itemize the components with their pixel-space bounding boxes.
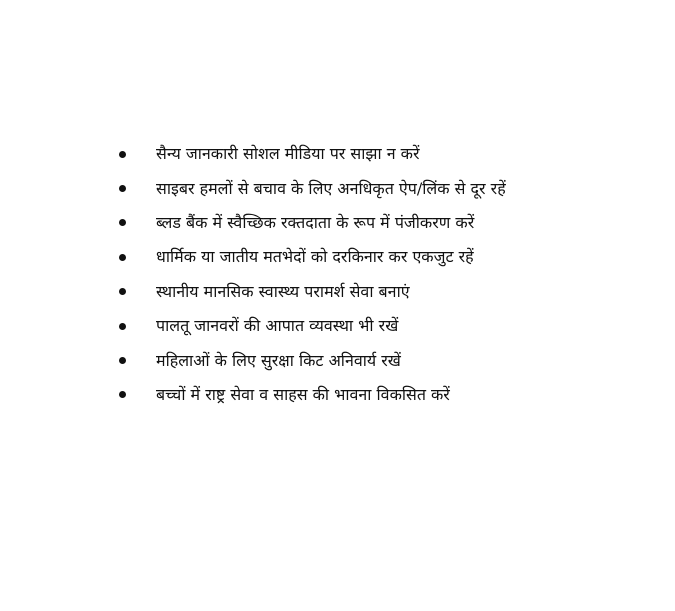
list-item-text: पालतू जानवरों की आपात व्यवस्था भी रखें (156, 316, 399, 336)
bullet-icon (119, 323, 126, 330)
list-item (116, 343, 636, 377)
list-item (116, 275, 636, 309)
list-item-text: साइबर हमलों से बचाव के लिए अनधिकृत ऐप/लिंक से दूर रहें (156, 178, 506, 198)
bullet-icon (119, 288, 126, 295)
bullet-icon (119, 391, 126, 398)
list-item (116, 240, 636, 274)
list-item-text: बच्चों में राष्ट्र सेवा व साहस की भावना विकसित करें (156, 384, 450, 404)
list-item-text: धार्मिक या जातीय मतभेदों को दरकिनार कर एकजुट रहें (156, 247, 474, 267)
bullet-icon (119, 151, 126, 158)
list-item (116, 137, 636, 171)
bullet-icon (119, 254, 126, 261)
bullet-icon (119, 219, 126, 226)
bullet-icon (119, 357, 126, 364)
list-item (116, 309, 636, 343)
list-item-text: महिलाओं के लिए सुरक्षा किट अनिवार्य रखें (156, 350, 401, 370)
bullet-icon (119, 185, 126, 192)
list-item-text: स्थानीय मानसिक स्वास्थ्य परामर्श सेवा बनाएं (156, 281, 410, 301)
list-item (116, 171, 636, 205)
list-item-text: ब्लड बैंक में स्वैच्छिक रक्तदाता के रूप में पंजीकरण करें (156, 212, 475, 232)
bullet-list (116, 137, 636, 412)
list-item-text: सैन्य जानकारी सोशल मीडिया पर साझा न करें (156, 144, 420, 164)
list-item (116, 378, 636, 412)
list-item (116, 206, 636, 240)
